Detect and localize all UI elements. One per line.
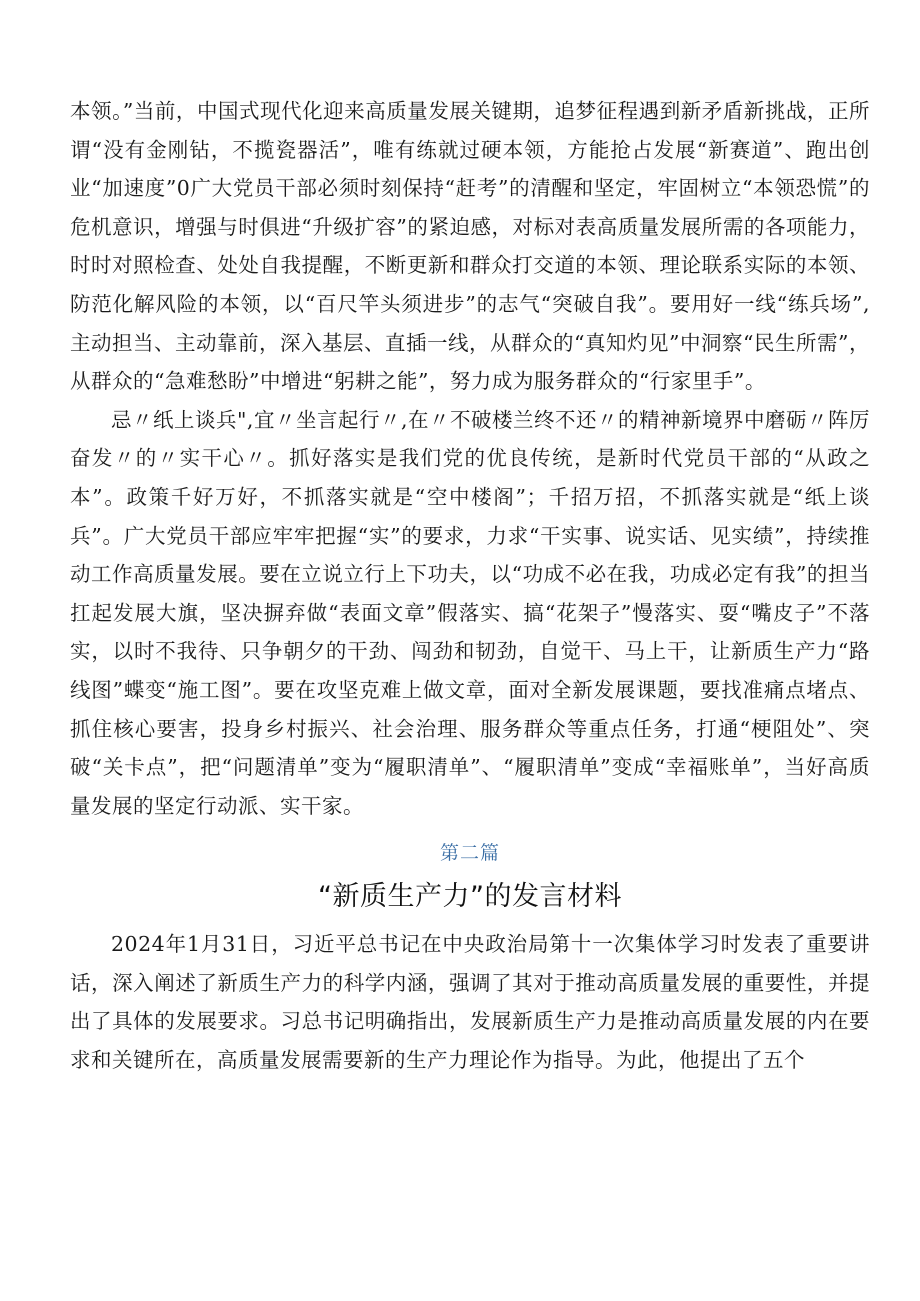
body-paragraph: 2024年1月31日，习近平总书记在中央政治局第十一次集体学习时发表了重要讲话，深入阐述了新质生产力的科学内涵，强调了其对于推动高质量发展的重要性，并提出了具体的发展要求。习总书记明确指出，发展新质生产力是推动高质量发展的内在要求和关键所在，高质量发展需要新的生产力理论作为指导。为此，他提出了五个 — [70, 932, 870, 1073]
document-title: “新质生产力”的发言材料 — [318, 881, 622, 913]
document-page — [70, 92, 870, 1080]
section-label: 第二篇 — [439, 842, 500, 865]
body-paragraph: 本领。”当前，中国式现代化迎来高质量发展关键期，追梦征程遇到新矛盾新挑战，正所谓“没有金刚钻，不揽瓷器活”，唯有练就过硬本领，方能抢占发展“新赛道”、跑出创业“加速度”0广大党员干部必须时刻保持“赶考”的清醒和坚定，牢固树立“本领恐慌”的危机意识，增强与时俱进“升级扩容”的紧迫感，对标对表高质量发展所需的各项能力，时时对照检查、处处自我提醒，不断更新和群众打交道的本领、理论联系实际的本领、防范化解风险的本领，以“百尺竿头须进步”的志气“突破自我”。要用好一线“练兵场”,主动担当、主动靠前，深入基层、直插一线，从群众的“真知灼见”中洞察“民生所需”，从群众的“急难愁盼”中增进“躬耕之能”，努力成为服务群众的“行家里手”。 — [70, 99, 870, 394]
body-paragraph: 忌〃纸上谈兵",宜〃坐言起行〃,在〃不破楼兰终不还〃的精神新境界中磨砺〃阵厉奋发〃的〃实干心〃。抓好落实是我们党的优良传统，是新时代党员干部的“从政之本”。政策千好万好，不抓落实就是“空中楼阁”；千招万招，不抓落实就是“纸上谈兵”。广大党员干部应牢牢把握“实”的要求，力求“干实事、说实话、见实绩”，持续推动工作高质量发展。要在立说立行上下功夫，以“功成不必在我，功成必定有我”的担当扛起发展大旗，坚决摒弃做“表面文章”假落实、搞“花架子”慢落实、耍“嘴皮子”不落实，以时不我待、只争朝夕的干劲、闯劲和韧劲，自觉干、马上干，让新质生产力“路线图”蝶变“施工图”。要在攻坚克难上做文章，面对全新发展课题，要找准痛点堵点、抓住核心要害，投身乡村振兴、社会治理、服务群众等重点任务，打通“梗阻处”、突破“关卡点”，把“问题清单”变为“履职清单”、“履职清单”变成“幸福账单”，当好高质量发展的坚定行动派、实干家。 — [70, 407, 870, 818]
